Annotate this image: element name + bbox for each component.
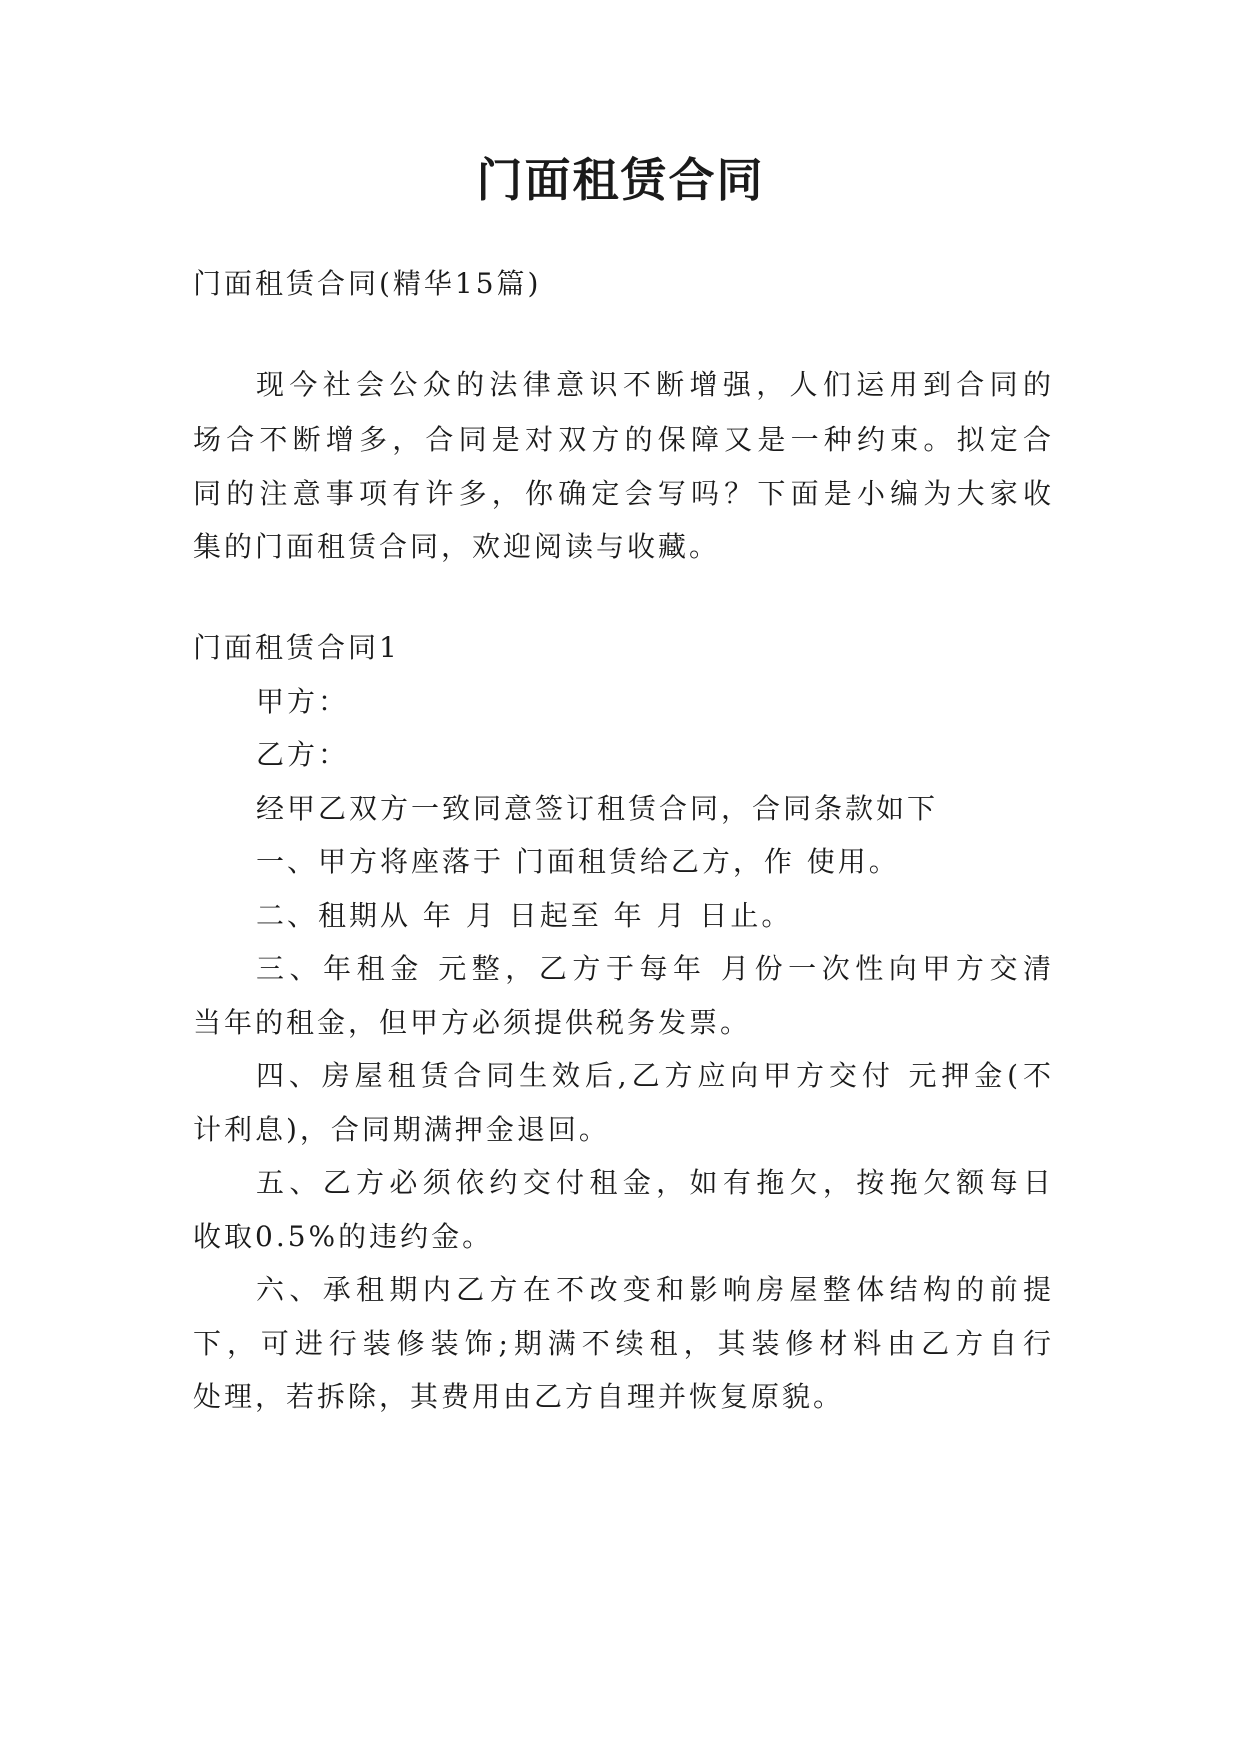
document-title: 门面租赁合同: [476, 153, 765, 207]
clause-4-line-2: 计利息)，合同期满押金退回。: [193, 1113, 610, 1146]
clause-4-line-1: 四、房屋租赁合同生效后,乙方应向甲方交付 元押金(不: [256, 1059, 1051, 1092]
clause-6-line-3: 处理，若拆除，其费用由乙方自理并恢复原貌。: [193, 1380, 845, 1413]
clause-6-line-1: 六、承租期内乙方在不改变和影响房屋整体结构的前提: [256, 1273, 1051, 1306]
intro-line-4: 集的门面租赁合同，欢迎阅读与收藏。: [193, 530, 721, 563]
intro-line-1: 现今社会公众的法律意识不断增强，人们运用到合同的: [256, 368, 1051, 401]
clause-5-line-2: 收取0.5%的违约金。: [193, 1220, 494, 1253]
party-b-line: 乙方：: [256, 738, 350, 771]
clause-3-line-1: 三、年租金 元整，乙方于每年 月份一次性向甲方交清: [256, 952, 1051, 985]
clause-1: 一、甲方将座落于 门面租赁给乙方，作 使用。: [256, 845, 900, 878]
intro-line-2: 场合不断增多，合同是对双方的保障又是一种约束。拟定合: [193, 423, 1051, 456]
clause-2: 二、租期从 年 月 日起至 年 月 日止。: [256, 899, 793, 932]
agreement-line: 经甲乙双方一致同意签订租赁合同，合同条款如下: [256, 792, 939, 825]
intro-line-3: 同的注意事项有许多，你确定会写吗？下面是小编为大家收: [193, 477, 1051, 510]
clause-3-line-2: 当年的租金，但甲方必须提供税务发票。: [193, 1006, 752, 1039]
section-heading: 门面租赁合同1: [193, 631, 400, 664]
clause-6-line-2: 下，可进行装修装饰;期满不续租，其装修材料由乙方自行: [193, 1327, 1051, 1360]
party-a-line: 甲方：: [256, 685, 350, 718]
clause-5-line-1: 五、乙方必须依约交付租金，如有拖欠，按拖欠额每日: [256, 1166, 1051, 1199]
document-subtitle: 门面租赁合同(精华15篇): [193, 267, 542, 300]
